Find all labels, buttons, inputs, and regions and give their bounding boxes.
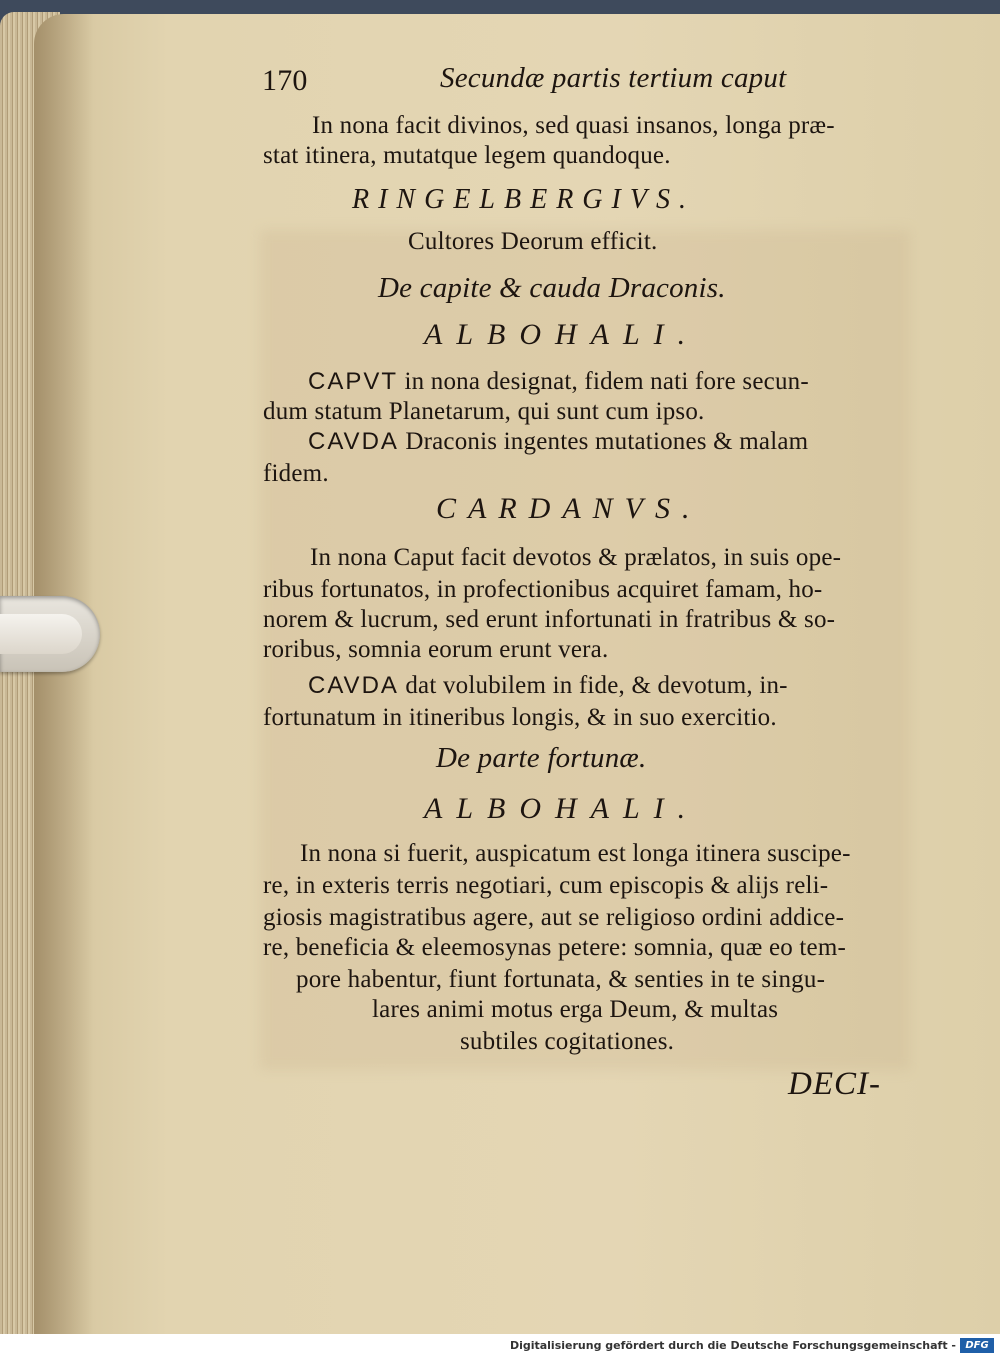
text-line: pore habentur, fiunt fortunata, & senties in te singu- <box>296 966 826 993</box>
text-run: in nona designat, fidem nati fore secun- <box>398 368 809 395</box>
running-head: Secundæ partis tertium caput <box>440 62 787 94</box>
text-line <box>308 672 788 700</box>
text-line: fortunatum in itineribus longis, & in suo exercitio. <box>263 704 777 731</box>
text-line: norem & lucrum, sed erunt infortunati in fratribus & so- <box>263 606 836 633</box>
gutter-shadow <box>34 14 94 1334</box>
dfg-logo: DFG <box>960 1338 994 1353</box>
small-caps-word: CAVDA <box>308 672 399 699</box>
text-line: In nona si fuerit, auspicatum est longa itinera suscipe- <box>300 840 851 867</box>
text-line: roribus, somnia eorum erunt vera. <box>263 636 609 663</box>
footer-bar <box>0 1334 1000 1358</box>
text-line: re, beneficia & eleemosynas petere: somnia, quæ eo tem- <box>263 934 847 961</box>
text-line: giosis magistratibus agere, aut se religioso ordini addice- <box>263 904 845 931</box>
text-line: dum statum Planetarum, qui sunt cum ipso. <box>263 398 705 425</box>
text-line: fidem. <box>263 460 329 487</box>
small-caps-word: CAVDA <box>308 428 399 455</box>
section-heading: RINGELBERGIVS. <box>352 184 695 215</box>
text-line: re, in exteris terris negotiari, cum episcopis & alijs reli- <box>263 872 829 899</box>
text-line: Cultores Deorum efficit. <box>408 228 658 255</box>
funding-notice: Digitalisierung gefördert durch die Deutsche Forschungsgemeinschaft - <box>509 1339 956 1352</box>
text-line: lares animi motus erga Deum, & multas <box>372 996 779 1023</box>
text-line: In nona Caput facit devotos & prælatos, in suis ope- <box>310 544 842 571</box>
section-heading: ALBOHALI. <box>424 318 700 351</box>
section-heading: CARDANVS. <box>436 492 702 525</box>
text-run: dat volubilem in fide, & devotum, in- <box>398 672 788 699</box>
section-heading: De capite & cauda Draconis. <box>378 272 726 304</box>
book-clip-inner <box>0 614 82 654</box>
text-line: subtiles cogitationes. <box>460 1028 675 1055</box>
small-caps-word: CAPVT <box>308 368 399 395</box>
text-run: Draconis ingentes mutationes & malam <box>398 428 809 455</box>
page-number: 170 <box>262 64 308 97</box>
section-heading: ALBOHALI. <box>424 792 700 825</box>
catchword: DECI- <box>788 1066 881 1102</box>
text-line: In nona facit divinos, sed quasi insanos, longa præ- <box>312 112 835 139</box>
text-line: stat itinera, mutatque legem quandoque. <box>263 142 671 169</box>
text-line <box>308 368 809 396</box>
section-heading: De parte fortunæ. <box>436 742 647 774</box>
text-line <box>308 428 808 456</box>
text-line: ribus fortunatos, in profectionibus acquiret famam, ho- <box>263 576 823 603</box>
